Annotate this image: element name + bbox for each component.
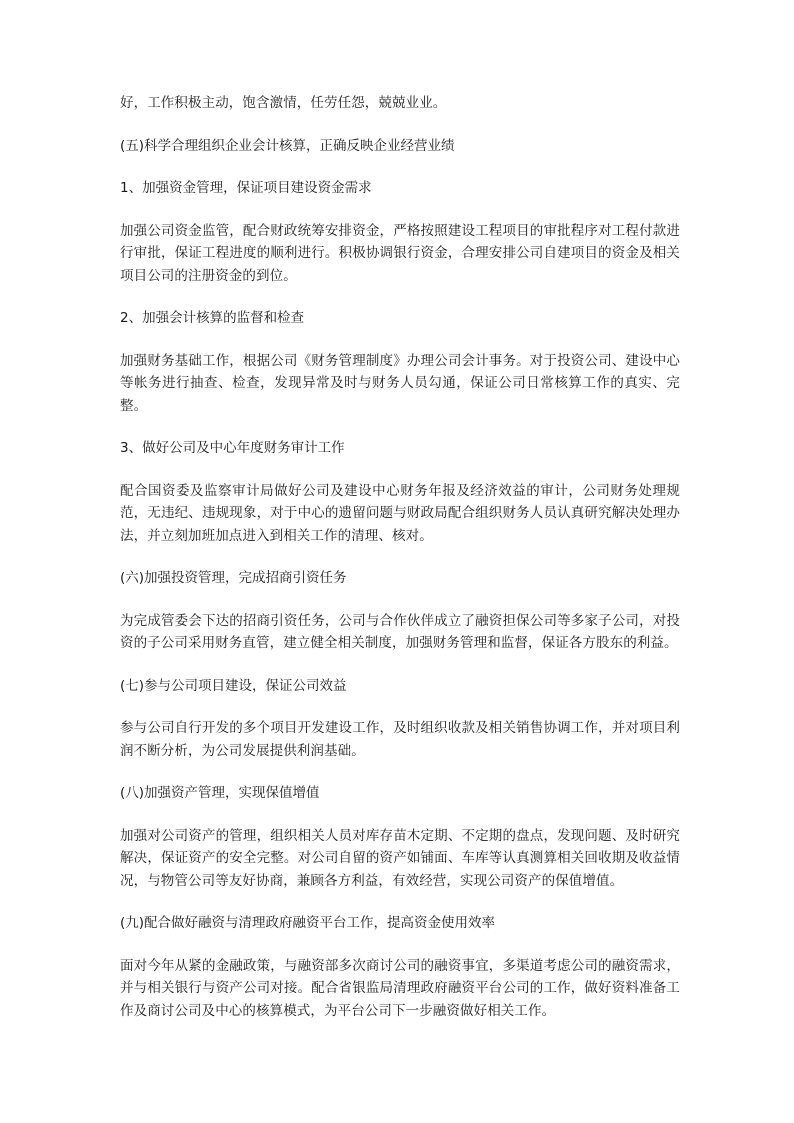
section-heading-5: (五)科学合理组织企业会计核算，正确反映企业经营业绩: [120, 137, 455, 154]
section-heading-6: (六)加强投资管理，完成招商引资任务: [120, 570, 347, 586]
paragraph-5-2: 加强财务基础工作，根据公司《财务管理制度》办理公司会计事务。对于投资公司、建设中心等帐务进行抽查、检查，发现异常及时与财务人员勾通，保证公司日常核算工作的真实、完整。: [120, 352, 680, 414]
section-heading-8: (八)加强资产管理，实现保值增值: [120, 785, 320, 801]
document-page: [120, 92, 680, 1042]
section-heading-7: (七)参与公司项目建设，保证公司效益: [120, 677, 347, 694]
paragraph-6: 为完成管委会下达的招商引资任务，公司与合作伙伴成立了融资担保公司等多家子公司，对投资的子公司采用财务直管，建立健全相关制度，加强财务管理和监督，保证各方股东的利益。: [120, 612, 680, 651]
paragraph-8: 加强对公司资产的管理，组织相关人员对库存苗木定期、不定期的盘点，发现问题、及时研究解决，保证资产的安全完整。对公司自留的资产如铺面、车库等认真测算相关回收期及收益情况，与物管公司等友好协商，兼顾各方利益，有效经营，实现公司资产的保值增值。: [120, 827, 680, 889]
paragraph-7: 参与公司自行开发的多个项目开发建设工作，及时组织收款及相关销售协调工作，并对项目利润不断分析，为公司发展提供利润基础。: [120, 720, 680, 759]
subheading-5-3: 3、做好公司及中心年度财务审计工作: [120, 440, 345, 456]
subheading-5-2: 2、加强会计核算的监督和检查: [120, 310, 305, 326]
subheading-5-1: 1、加强资金管理，保证项目建设资金需求: [120, 180, 372, 196]
section-heading-9: (九)配合做好融资与清理政府融资平台工作，提高资金使用效率: [120, 915, 496, 931]
paragraph-intro-end: 好，工作积极主动，饱含激情，任劳任怨，兢兢业业。: [120, 95, 447, 111]
paragraph-9: 面对今年从紧的金融政策，与融资部多次商讨公司的融资事宜，多渠道考虑公司的融资需求，并与相关银行与资产公司对接。配合省银监局清理政府融资平台公司的工作，做好资料准备工作及商讨公司及中心的核算模式，为平台公司下一步融资做好相关工作。: [120, 957, 680, 1019]
paragraph-5-1: 加强公司资金监管，配合财政统筹安排资金，严格按照建设工程项目的审批程序对工程付款进行审批，保证工程进度的顺利进行。积极协调银行资金，合理安排公司自建项目的资金及相关项目公司的注册资金的到位。: [120, 222, 680, 284]
paragraph-5-3: 配合国资委及监察审计局做好公司及建设中心财务年报及经济效益的审计，公司财务处理规范，无违纪、违规现象，对于中心的遗留问题与财政局配合组织财务人员认真研究解决处理办法，并立刻加班加点进入到相关工作的清理、核对。: [120, 482, 680, 544]
